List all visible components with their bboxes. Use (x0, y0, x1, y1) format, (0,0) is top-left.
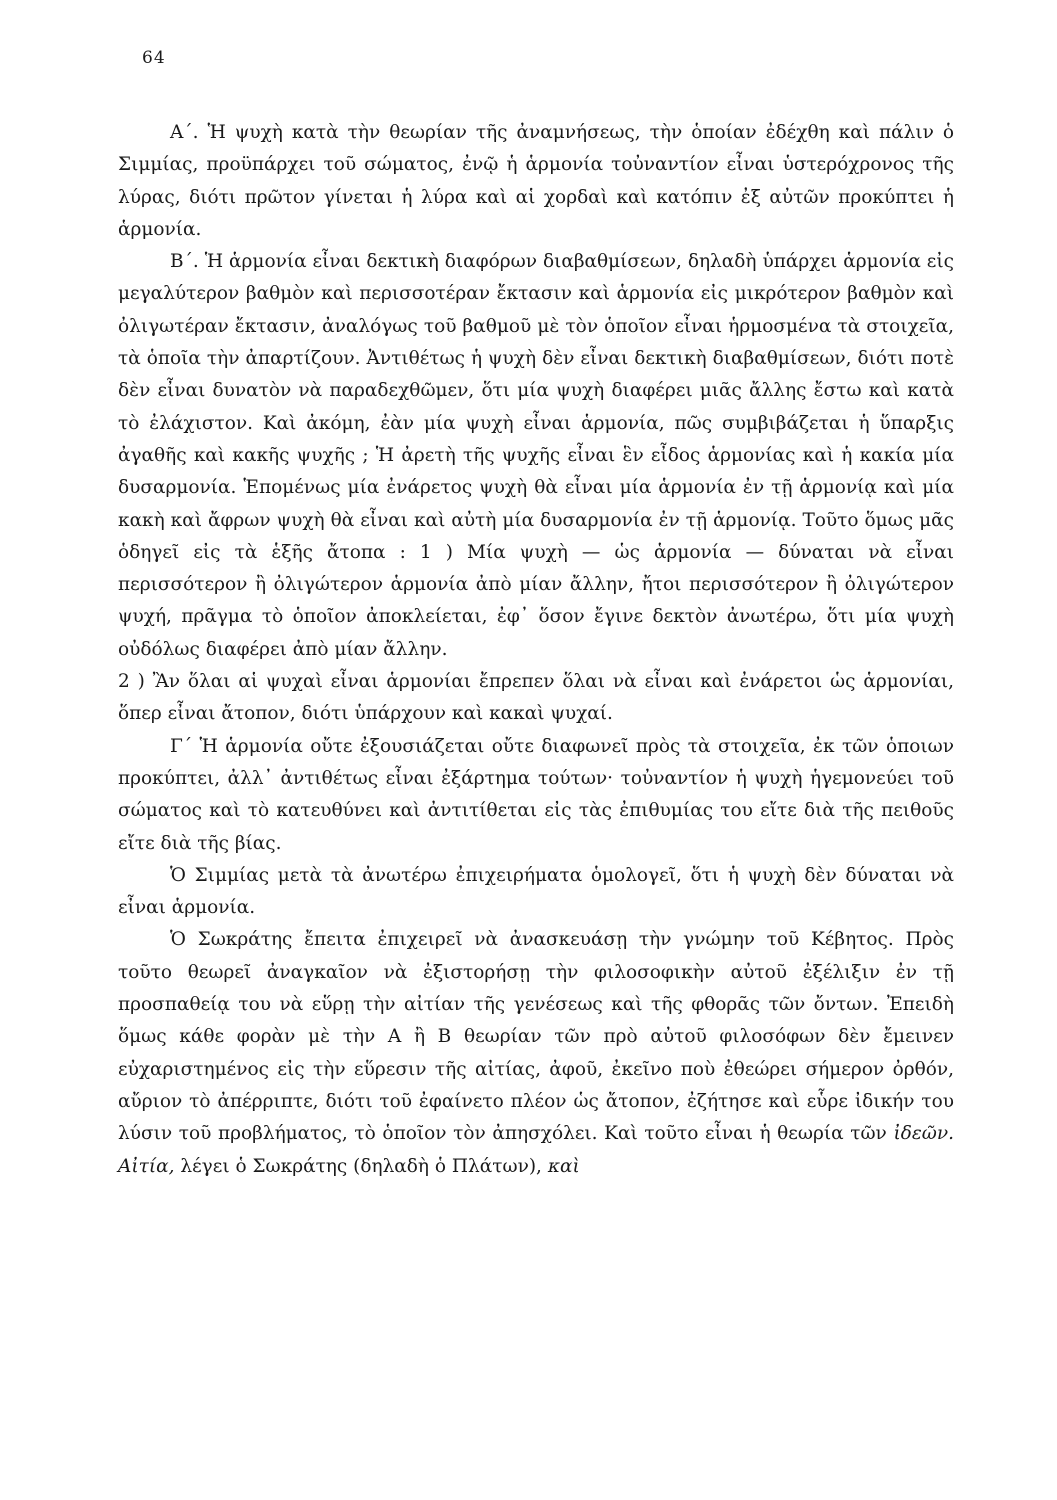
italic-aitia: Αἰτία, (118, 1155, 175, 1177)
page-number: 64 (142, 48, 166, 68)
italic-ideon: ἰδεῶν. (893, 1123, 954, 1145)
socrates-says: λέγει ὁ Σωκράτης (δηλαδὴ ὁ Πλάτων), (180, 1155, 542, 1177)
socrates-text: Ὁ Σωκράτης ἔπειτα ἐπιχειρεῖ νὰ ἀνασκευάσῃ τὴν γνώμην τοῦ Κέβητος. Πρὸς τοῦτο θεωρεῖ ἀναγκαῖον νὰ ἐξιστορήσῃ τὴν φιλοσοφικὴν αὐτοῦ ἐξέλιξιν ἐν τῇ προσπαθείᾳ του νὰ εὕρῃ τὴν αἰτίαν τῆς γενέσεως καὶ τῆς φθορᾶς τῶν ὄντων. Ἐπειδὴ ὅμως κάθε φορὰν μὲ τὴν Α ἢ Β θεωρίαν τῶν πρὸ αὐτοῦ φιλοσόφων δὲν ἔμεινεν εὐχαριστημένος εἰς τὴν εὕρεσιν τῆς αἰτίας, ἀφοῦ, ἐκεῖνο ποὺ ἐθεώρει σήμερον ὀρθόν, αὔριον τὸ ἀπέρριπτε, διότι τοῦ ἐφαίνετο πλέον ὡς ἄτοπον, ἐζήτησε καὶ εὗρε ἰδικήν του λύσιν τοῦ προβλήματος, τὸ ὁποῖον τὸν ἀπησχόλει. Καὶ τοῦτο εἶναι ἡ θεωρία τῶν (118, 929, 954, 1145)
paragraph-alpha: Α΄. Ἡ ψυχὴ κατὰ τὴν θεωρίαν τῆς ἀναμνήσεως, τὴν ὁποίαν ἐδέχθη καὶ πάλιν ὁ Σιμμίας, προϋπάρχει τοῦ σώματος, ἐνῷ ἡ ἁρμονία τοὐναντίον εἶναι ὑστερόχρονος τῆς λύρας, διότι πρῶτον γίνεται ἡ λύρα καὶ αἱ χορδαὶ καὶ κατόπιν ἐξ αὐτῶν προκύπτει ἡ ἁρμονία. (118, 122, 954, 240)
paragraph-gamma: Γ΄ Ἡ ἁρμονία οὔτε ἐξουσιάζεται οὔτε διαφωνεῖ πρὸς τὰ στοιχεῖα, ἐκ τῶν ὁποιων προκύπτει, ἀλλ᾽ ἀντιθέτως εἶναι ἐξάρτημα τούτων· τοὐναντίον ἡ ψυχὴ ἡγεμονεύει τοῦ σώματος καὶ τὸ κατευθύνει καὶ ἀντιτίθεται εἰς τὰς ἐπιθυμίας του εἴτε διὰ τῆς πειθοῦς εἴτε διὰ τῆς βίας. (118, 735, 954, 854)
paragraph-simmias: Ὁ Σιμμίας μετὰ τὰ ἀνωτέρω ἐπιχειρήματα ὁμολογεῖ, ὅτι ἡ ψυχὴ δὲν δύναται νὰ εἶναι ἁρμονία. (118, 864, 954, 919)
body-text (118, 117, 954, 1183)
paragraph-beta: Β΄. Ἡ ἁρμονία εἶναι δεκτικὴ διαφόρων διαβαθμίσεων, δηλαδὴ ὑπάρχει ἁρμονία εἰς μεγαλύτερον βαθμὸν καὶ περισσοτέραν ἔκτασιν καὶ ἁρμονία εἰς μικρότερον βαθμὸν καὶ ὀλιγωτέραν ἔκτασιν, ἀναλόγως τοῦ βαθμοῦ μὲ τὸν ὁποῖον εἶναι ἡρμοσμένα τὰ στοιχεῖα, τὰ ὁποῖα τὴν ἀπαρτίζουν. Ἀντιθέτως ἡ ψυχὴ δὲν εἶναι δεκτικὴ διαβαθμίσεων, διότι ποτὲ δὲν εἶναι δυνατὸν νὰ παραδεχθῶμεν, ὅτι μία ψυχὴ διαφέρει μιᾶς ἄλλης ἔστω καὶ κατὰ τὸ ἐλάχιστον. Καὶ ἀκόμη, ἐὰν μία ψυχὴ εἶναι ἁρμονία, πῶς συμβιβάζεται ἡ ὕπαρξις ἀγαθῆς καὶ κακῆς ψυχῆς ; Ἡ ἀρετὴ τῆς ψυχῆς εἶναι ἓν εἶδος ἁρμονίας καὶ ἡ κακία μία δυσαρμονία. Ἑπομένως μία ἐνάρετος ψυχὴ θὰ εἶναι μία ἁρμονία ἐν τῇ ἁρμονίᾳ καὶ μία κακὴ καὶ ἄφρων ψυχὴ θὰ εἶναι καὶ αὐτὴ μία δυσαρμονία ἐν τῇ ἁρμονίᾳ. Τοῦτο ὅμως μᾶς ὁδηγεῖ εἰς τὰ ἑξῆς ἄτοπα : 1 ) Μία ψυχὴ — ὡς ἁρμονία — δύναται νὰ εἶναι περισσότερον ἢ ὀλιγώτερον ἁρμονία ἀπὸ μίαν ἄλλην, ἤτοι περισσότερον ἢ ὀλιγώτερον ψυχή, πρᾶγμα τὸ ὁποῖον ἀποκλείεται, ἐφ᾽ ὅσον ἔγινε δεκτὸν ἀνωτέρω, ὅτι μία ψυχὴ οὐδόλως διαφέρει ἀπὸ μίαν ἄλλην. (118, 251, 954, 660)
paragraph-beta-point-2: 2 ) Ἂν ὅλαι αἱ ψυχαὶ εἶναι ἁρμονίαι ἔπρεπεν ὅλαι νὰ εἶναι καὶ ἐνάρετοι ὡς ἁρμονίαι, ὅπερ εἶναι ἄτοπον, διότι ὑπάρχουν καὶ κακαὶ ψυχαί. (118, 671, 954, 725)
paragraph-socrates (118, 924, 954, 1182)
italic-kai: καὶ (547, 1155, 580, 1177)
